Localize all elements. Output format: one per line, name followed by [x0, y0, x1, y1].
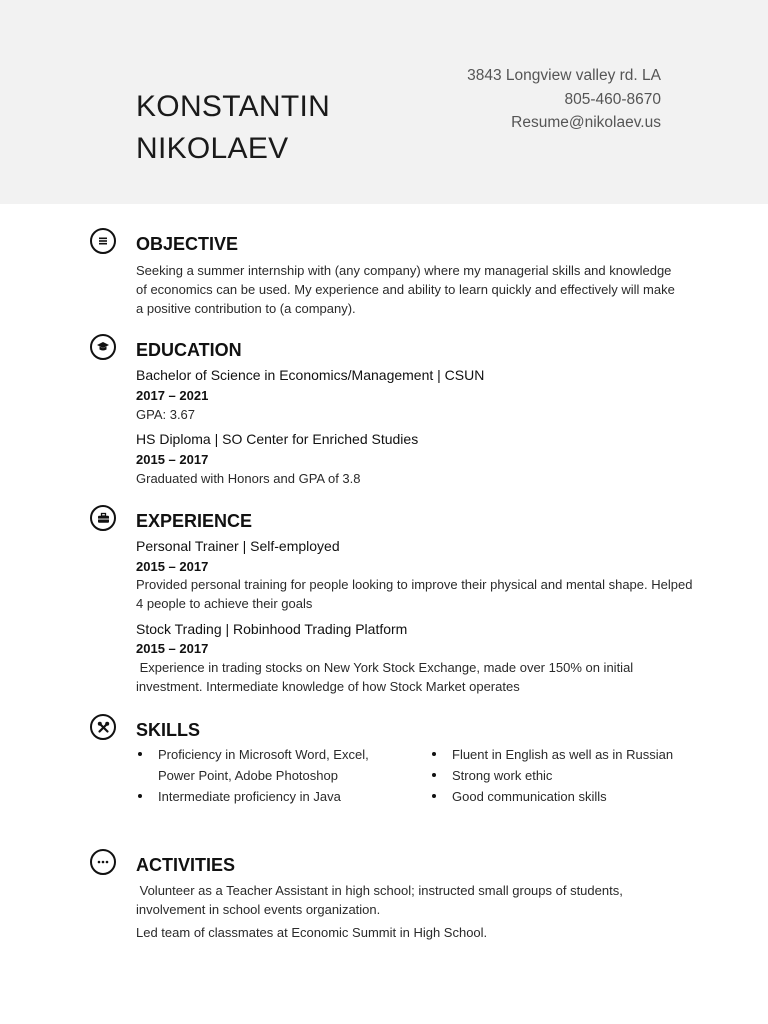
objective-text: Seeking a summer internship with (any company) where my managerial skills and knowledge of economics can be used. My experience and ability to learn quickly and effectively will make a positive contribution to (a company).: [136, 263, 675, 316]
experience-heading-2: Stock Trading | Robinhood Trading Platform: [136, 621, 408, 637]
education-heading-2: HS Diploma | SO Center for Enriched Studies: [136, 431, 419, 447]
resume-header: [0, 0, 768, 204]
section-title-objective: OBJECTIVE: [136, 234, 239, 254]
graduation-cap-icon: [90, 334, 116, 360]
experience-dates-2: 2015 – 2017: [136, 641, 209, 656]
education-heading-1: Bachelor of Science in Economics/Management | CSUN: [136, 367, 485, 383]
section-title-skills: SKILLS: [136, 720, 201, 740]
section-title-education: EDUCATION: [136, 340, 242, 360]
experience-detail-2: Experience in trading stocks on New York Stock Exchange, made over 150% on initial investment. Intermediate knowledge of how Stock Market operates: [136, 660, 637, 694]
activities-text-2: Led team of classmates at Economic Summit in High School.: [136, 925, 488, 940]
list-item: Proficiency in Microsoft Word, Excel, Power Point, Adobe Photoshop: [136, 744, 386, 786]
list-item: Strong work ethic: [430, 765, 690, 786]
activities-text-1: Volunteer as a Teacher Assistant in high school; instructed small groups of students, involvement in school events organization.: [136, 883, 627, 917]
email: Resume@nikolaev.us: [511, 114, 661, 131]
experience-detail-1: Provided personal training for people looking to improve their physical and mental shape. Helped 4 people to achieve their goals: [136, 577, 693, 611]
experience-heading-1: Personal Trainer | Self-employed: [136, 538, 340, 554]
address: 3843 Longview valley rd. LA: [467, 67, 661, 84]
list-item: Good communication skills: [430, 786, 690, 807]
education-dates-2: 2015 – 2017: [136, 452, 209, 467]
education-detail-1: GPA: 3.67: [136, 407, 196, 422]
tools-icon: [90, 714, 116, 740]
list-item: Intermediate proficiency in Java: [136, 786, 386, 807]
skills-list-left: [136, 744, 386, 807]
contact-info: [467, 64, 661, 135]
experience-dates-1: 2015 – 2017: [136, 559, 209, 574]
phone: 805-460-8670: [564, 90, 661, 108]
briefcase-icon: [90, 505, 116, 531]
section-title-activities: ACTIVITIES: [136, 855, 236, 875]
name-first: KONSTANTIN: [136, 90, 331, 123]
candidate-name: [136, 86, 330, 170]
education-dates-1: 2017 – 2021: [136, 388, 209, 403]
name-last: NIKOLAEV: [136, 132, 289, 165]
section-title-experience: EXPERIENCE: [136, 511, 253, 531]
list-item: Fluent in English as well as in Russian: [430, 744, 690, 765]
more-icon: [90, 849, 116, 875]
education-detail-2: Graduated with Honors and GPA of 3.8: [136, 471, 361, 486]
list-icon: [90, 228, 116, 254]
skills-list-right: [430, 744, 690, 807]
